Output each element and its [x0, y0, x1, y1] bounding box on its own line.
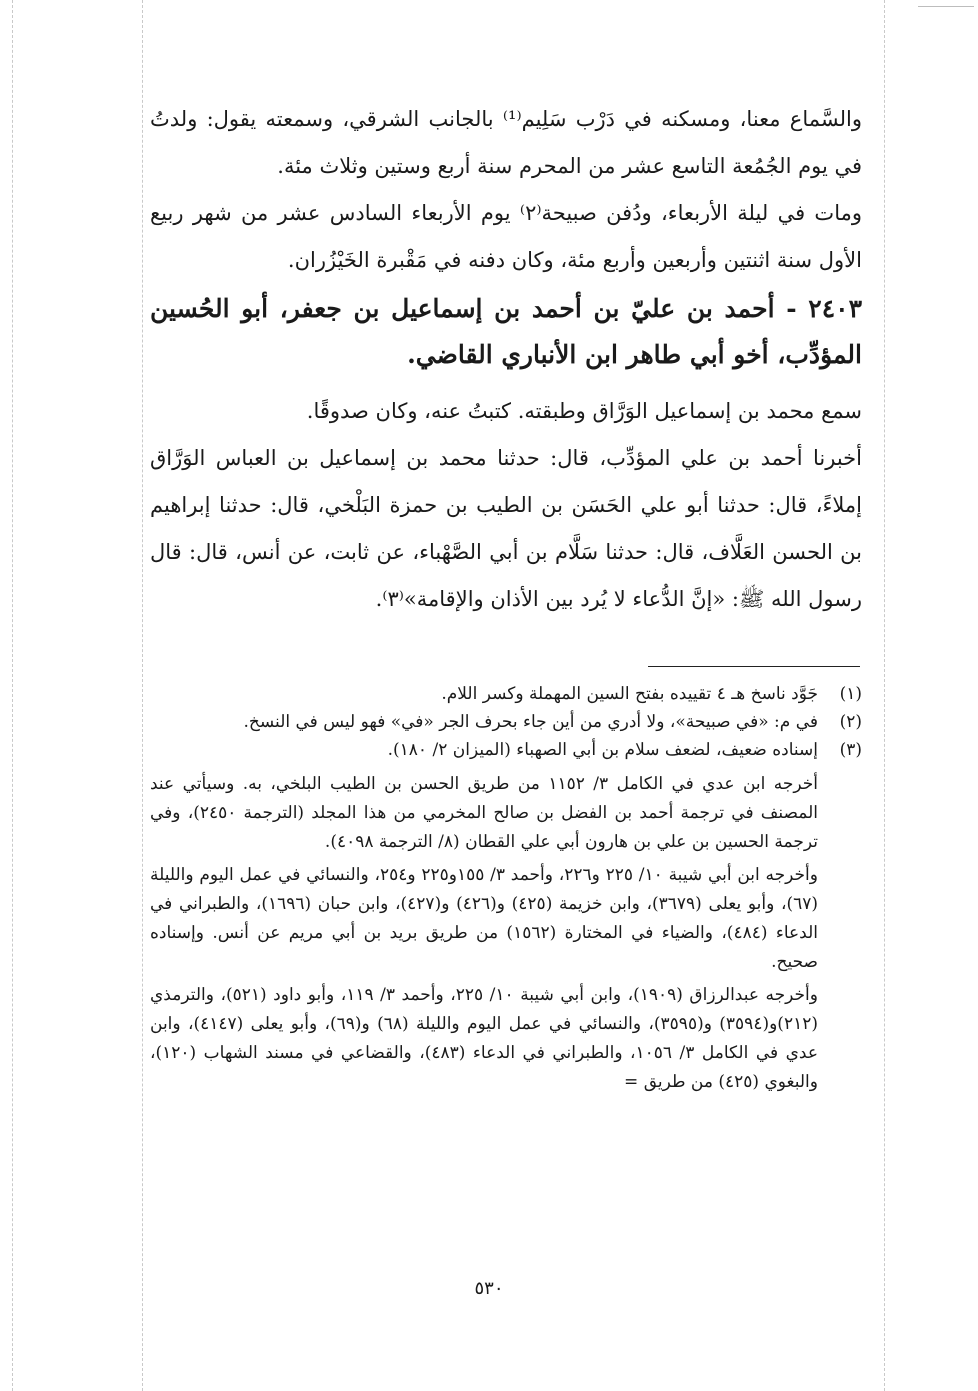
- footnote-number: (٢): [839, 712, 862, 732]
- scan-fold-line-left: [142, 0, 143, 1391]
- paragraph-death-info-2: ومات في ليلة الأربعاء، ودُفن صبيحة⁽٢⁾ يوم الأربعاء السادس عشر من شهر ربيع الأول سنة اثنتين وأربعين وأربع مئة، وكان دفنه في مَقْبرة الخَيْزُران.: [150, 201, 862, 272]
- entry-heading: ٢٤٠٣ - أحمد بن عليّ بن أحمد بن إسماعيل بن جعفر، أبو الحُسين المؤدِّب، أخو أبي طاهر ابن الأنباري القاضي.: [150, 294, 862, 369]
- footnote-text: جَوَّد ناسخ هـ ٤ تقييده بفتح السين المهملة وكسر اللام.: [441, 684, 818, 704]
- scan-edge-left: [12, 0, 13, 1391]
- scan-corner-mark: [918, 6, 974, 7]
- scan-fold-line-right: [884, 0, 885, 1391]
- paragraph-hadith-chain: أخبرنا أحمد بن علي المؤدِّب، قال: حدثنا محمد بن إسماعيل بن العباس الوَرَّاق إملاءً، قال: حدثنا أبو علي الحَسَن بن الطيب بن حمزة البَلْخي، قال: حدثنا إبراهيم بن الحسن العَلَّاف، قال: حدثنا سَلَّام بن أبي الصَّهْباء، عن ثابت، عن أنس، قال: قال رسول الله ﷺ: «إنَّ الدُّعاء لا يُرد بين الأذان والإقامة»⁽٣⁾.: [150, 446, 862, 611]
- paragraph-death-info-1: والسَّماع معنا، ومسكنه في دَرْب سَلِيم⁽¹⁾ بالجانب الشرقي، وسمعته يقول: ولدتُ في يوم الجُمُعة التاسع عشر من المحرم سنة أربع وستين وثلاث مئة.: [150, 107, 862, 178]
- footnote-separator: [648, 666, 860, 667]
- main-text: [150, 96, 862, 623]
- footnote-3-continuation: [150, 770, 818, 1097]
- paragraph-entry-intro: سمع محمد بن إسماعيل الوَرَّاق وطبقته. كتبتُ عنه، وكان صدوقًا.: [306, 399, 862, 423]
- footnote-number: (٣): [839, 740, 862, 760]
- footnotes: [150, 680, 862, 1101]
- footnote-text: إسناده ضعيف، لضعف سلام بن أبي الصهباء (الميزان ٢/ ١٨٠).: [387, 740, 818, 760]
- footnote-paragraph: أخرجه ابن عدي في الكامل ٣/ ١١٥٢ من طريق الحسن بن الطيب البلخي، به. وسيأتي عند المصنف في ترجمة أحمد بن الفضل بن صالح المخرمي من هذا المجلد (الترجمة ٢٤٥٠)، وفي ترجمة الحسين بن علي بن هارون أبي علي القطان (٨/ الترجمة ٤٠٩٨).: [150, 774, 818, 852]
- footnote-paragraph: وأخرجه ابن أبي شيبة ١٠/ ٢٢٥ و٢٢٦، وأحمد ٣/ ١٥٥و٢٢٥ و٢٥٤، والنسائي في عمل اليوم والليلة (٦٧)، وأبو يعلى (٣٦٧٩)، وابن خزيمة (٤٢٥) و(٤٢٦) و(٤٢٧)، وابن حبان (١٦٩٦)، والطبراني في الدعاء (٤٨٤)، والضياء في المختارة (١٥٦٢) من طريق بريد بن أبي مريم عن أنس. وإسناده صحيح.: [150, 865, 818, 972]
- footnote-3: [150, 736, 862, 764]
- footnote-text: في م: «في صبيحة»، ولا أدري من أين جاء بحرف الجر «في» فهو ليس في النسخ.: [243, 712, 818, 732]
- footnote-1: [150, 680, 862, 708]
- footnote-paragraph: وأخرجه عبدالرزاق (١٩٠٩)، وابن أبي شيبة ١٠/ ٢٢٥، وأحمد ٣/ ١١٩، وأبو داود (٥٢١)، والترمذي (٢١٢)و(٣٥٩٤) و(٣٥٩٥)، والنسائي في عمل اليوم والليلة (٦٨) و(٦٩)، وأبو يعلى (٤١٤٧)، وابن عدي في الكامل ٣/ ١٠٥٦، والطبراني في الدعاء (٤٨٣)، والقضاعي في مسند الشهاب (١٢٠)، والبغوي (٤٢٥) من طريق =: [150, 985, 818, 1092]
- footnote-2: [150, 708, 862, 736]
- footnote-number: (١): [839, 684, 862, 704]
- page-number: ٥٣٠: [474, 1278, 504, 1299]
